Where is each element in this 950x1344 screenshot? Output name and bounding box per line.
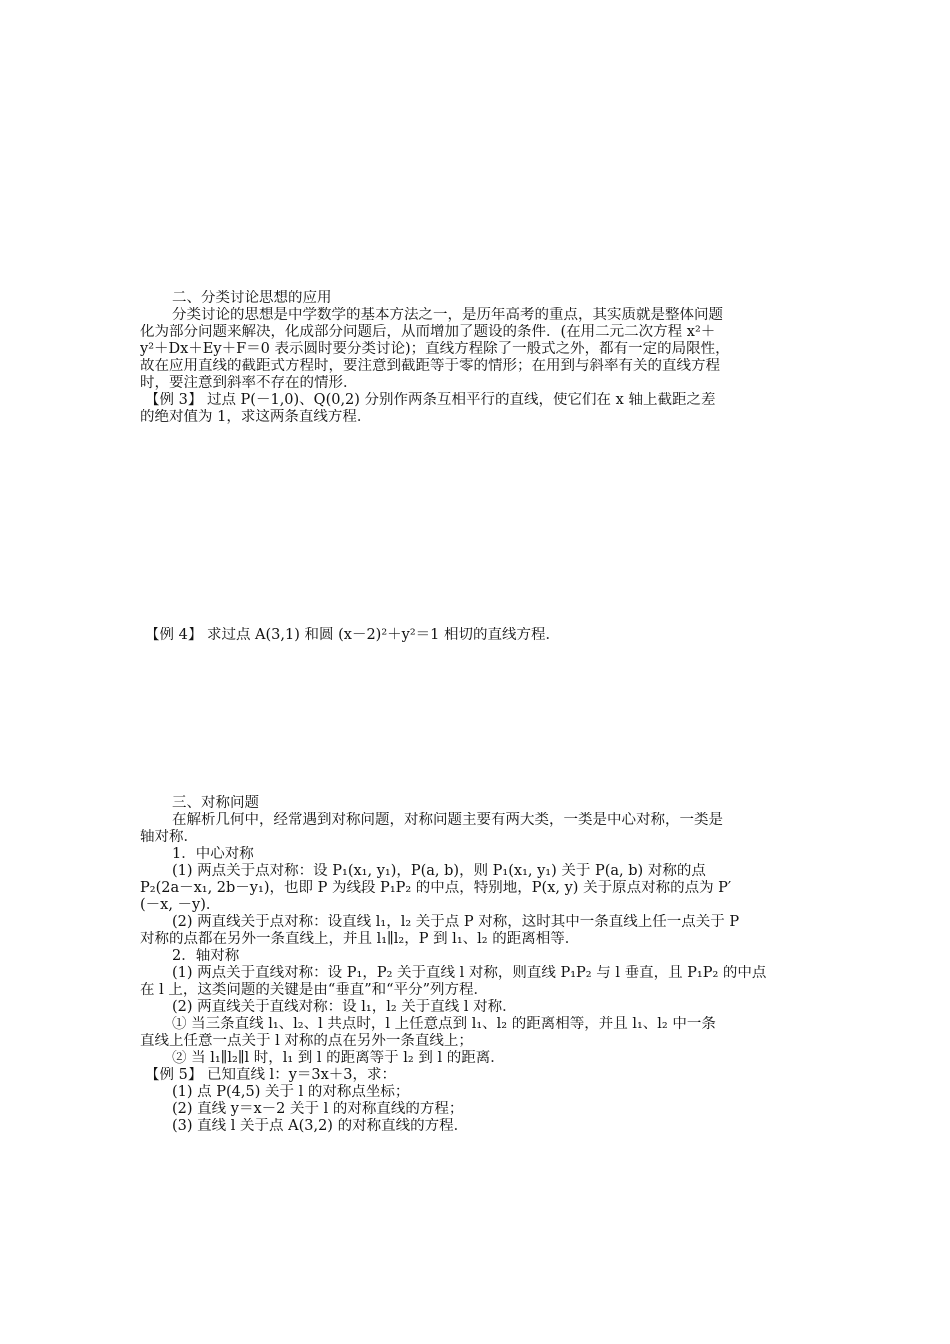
example-3-line: 的绝对值为 1，求这两条直线方程．: [140, 409, 372, 425]
paragraph-line: y²＋Dx＋Ey＋F＝0 表示圆时要分类讨论)；直线方程除了一般式之外，都有一定的局限性，: [140, 341, 730, 357]
paragraph-line: 分类讨论的思想是中学数学的基本方法之一，是历年高考的重点，其实质就是整体问题: [172, 307, 723, 323]
paragraph-line: 时，要注意到斜率不存在的情形．: [140, 375, 358, 391]
paragraph-line: P₂(2a－x₁, 2b－y₁)，也即 P 为线段 P₁P₂ 的中点，特别地，P(x, y) 关于原点对称的点为 P′: [140, 880, 732, 896]
example-5-item: (3) 直线 l 关于点 A(3,2) 的对称直线的方程．: [172, 1118, 469, 1134]
subheading-axial-symmetry: 2．轴对称: [172, 948, 240, 964]
paragraph-line: ② 当 l₁∥l₂∥l 时，l₁ 到 l 的距离等于 l₂ 到 l 的距离．: [172, 1050, 505, 1066]
paragraph-line: 在解析几何中，经常遇到对称问题，对称问题主要有两大类，一类是中心对称，一类是: [172, 812, 723, 828]
paragraph-line: ① 当三条直线 l₁、l₂、l 共点时，l 上任意点到 l₁、l₂ 的距离相等，并且 l₁、l₂ 中一条: [172, 1016, 716, 1032]
paragraph-line: (2) 两直线关于点对称：设直线 l₁，l₂ 关于点 P 对称，这时其中一条直线上任一点关于 P: [172, 914, 740, 930]
paragraph-line: 化为部分问题来解决，化成部分问题后，从而增加了题设的条件．(在用二元二次方程 x²＋: [140, 324, 716, 340]
section-heading-classification: 二、分类讨论思想的应用: [172, 290, 332, 306]
paragraph-line: 故在应用直线的截距式方程时，要注意到截距等于零的情形；在用到与斜率有关的直线方程: [140, 358, 720, 374]
paragraph-line: (2) 两直线关于直线对称：设 l₁，l₂ 关于直线 l 对称．: [172, 999, 517, 1015]
example-5-line: 【例 5】 已知直线 l：y＝3x＋3，求：: [145, 1067, 397, 1083]
paragraph-line: 直线上任意一点关于 l 对称的点在另外一条直线上；: [140, 1033, 473, 1049]
paragraph-line: (1) 两点关于点对称：设 P₁(x₁, y₁)，P(a, b)，则 P₁(x₁, y₁) 关于 P(a, b) 对称的点: [172, 863, 706, 879]
example-5-item: (2) 直线 y＝x－2 关于 l 的对称直线的方程；: [172, 1101, 464, 1117]
paragraph-line: (－x, －y)．: [140, 897, 221, 913]
subheading-central-symmetry: 1．中心对称: [172, 846, 254, 862]
paragraph-line: 轴对称．: [140, 829, 198, 845]
example-5-item: (1) 点 P(4,5) 关于 l 的对称点坐标；: [172, 1084, 410, 1100]
paragraph-line: 在 l 上，这类问题的关键是由“垂直”和“平分”列方程．: [140, 982, 489, 998]
section-heading-symmetry: 三、对称问题: [172, 795, 259, 811]
paragraph-line: 对称的点都在另外一条直线上，并且 l₁∥l₂，P 到 l₁、l₂ 的距离相等．: [140, 931, 580, 947]
example-4: 【例 4】 求过点 A(3,1) 和圆 (x－2)²＋y²＝1 相切的直线方程．: [145, 627, 560, 643]
paragraph-line: (1) 两点关于直线对称：设 P₁，P₂ 关于直线 l 对称，则直线 P₁P₂ 与 l 垂直，且 P₁P₂ 的中点: [172, 965, 767, 981]
example-3-line: 【例 3】 过点 P(－1,0)、Q(0,2) 分别作两条互相平行的直线，使它们在 x 轴上截距之差: [145, 392, 716, 408]
